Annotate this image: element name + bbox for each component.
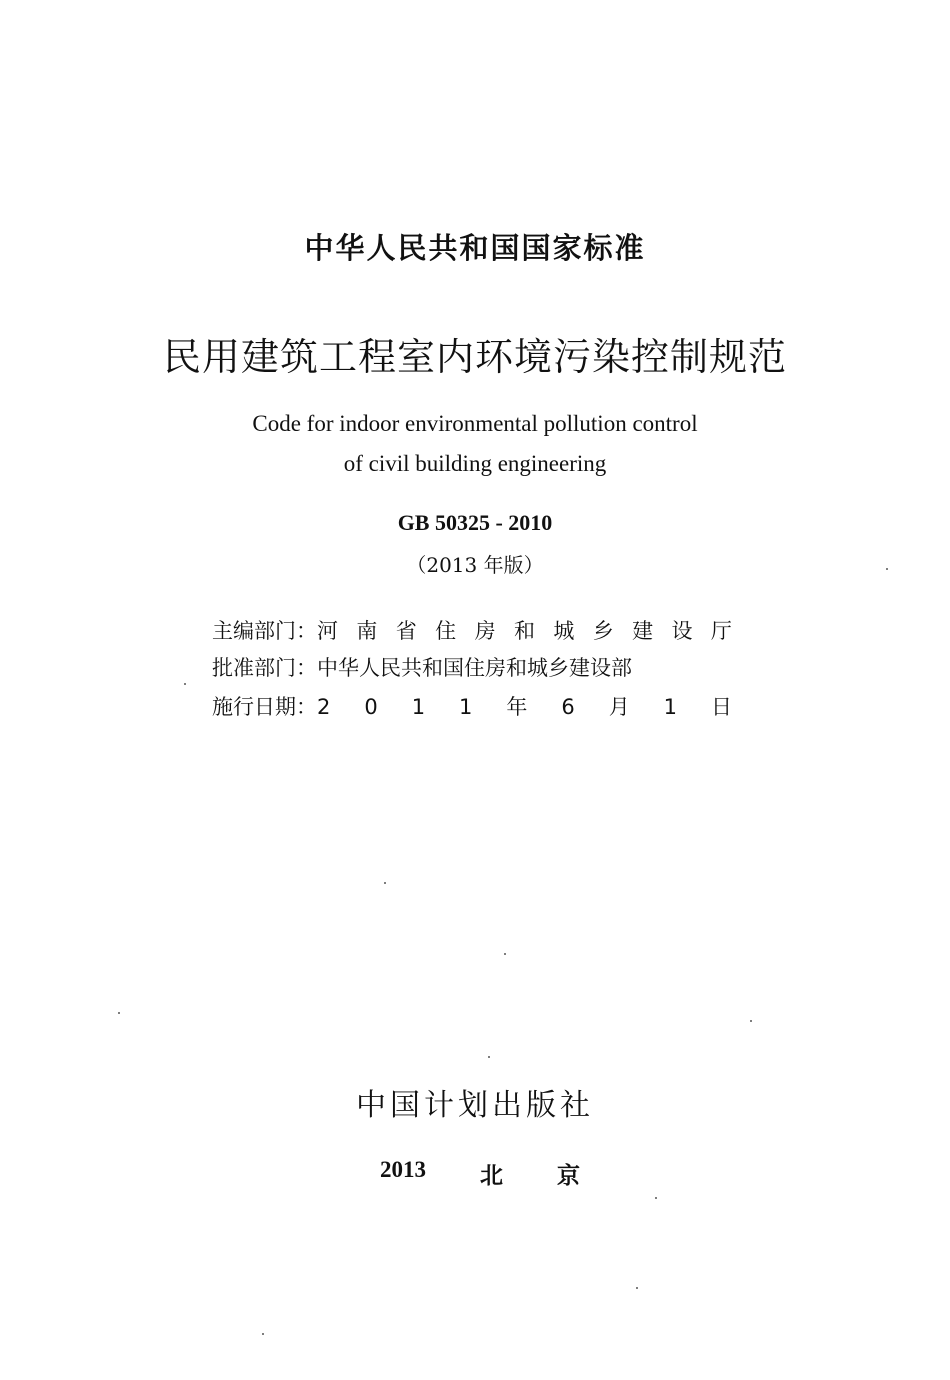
date-char: 0 (364, 695, 378, 719)
scan-speck (886, 568, 888, 570)
date-char: 月 (608, 695, 630, 719)
title-english-line1: Code for indoor environmental pollution control (252, 411, 698, 436)
editor-char: 厅 (710, 619, 732, 643)
date-label: 施行日期： (212, 695, 317, 719)
imprint (380, 1157, 580, 1190)
editor-char: 设 (671, 619, 693, 643)
standard-code: GB 50325 - 2010 (397, 510, 553, 535)
approver-row (212, 652, 732, 684)
editor-char: 河 (317, 619, 338, 643)
approver-label: 批准部门： (212, 656, 317, 680)
editor-char: 城 (553, 619, 575, 643)
title-chinese: 民用建筑工程室内环境污染控制规范 (162, 335, 787, 379)
editor-char: 住 (435, 619, 457, 643)
editor-char: 省 (395, 619, 417, 643)
date-value (317, 691, 732, 723)
date-char: 年 (506, 695, 528, 719)
approver-value: 中华人民共和国住房和城乡建设部 (317, 656, 632, 680)
editor-char: 房 (474, 619, 496, 643)
date-char: 2 (317, 695, 331, 719)
title-english-line2: of civil building engineering (343, 451, 607, 476)
editor-char: 和 (513, 619, 535, 643)
date-char: 1 (663, 695, 678, 719)
editor-char: 南 (356, 619, 378, 643)
imprint-year: 2013 (380, 1157, 426, 1182)
scan-speck (750, 1020, 752, 1022)
scan-speck (655, 1197, 657, 1199)
editor-label: 主编部门： (212, 619, 317, 643)
editor-row (212, 615, 732, 647)
standard-category: 中华人民共和国国家标准 (304, 231, 646, 265)
scan-speck (184, 683, 186, 685)
scan-speck (488, 1056, 490, 1058)
date-char: 6 (561, 695, 575, 719)
editor-char: 乡 (592, 619, 614, 643)
editor-char: 建 (632, 619, 654, 643)
edition: （2013 年版） (406, 553, 544, 577)
scan-speck (504, 953, 506, 955)
date-char: 日 (711, 695, 732, 719)
scan-speck (118, 1012, 120, 1014)
publisher: 中国计划出版社 (356, 1088, 594, 1123)
scan-speck (384, 882, 386, 884)
date-row (212, 691, 732, 723)
title-english (0, 404, 950, 484)
scan-speck (636, 1287, 638, 1289)
imprint-city-char: 北 (480, 1163, 503, 1188)
date-char: 1 (411, 695, 426, 719)
editor-value (317, 615, 732, 647)
imprint-city-char: 京 (557, 1163, 580, 1188)
scan-speck (262, 1333, 264, 1335)
date-char: 1 (459, 695, 473, 719)
